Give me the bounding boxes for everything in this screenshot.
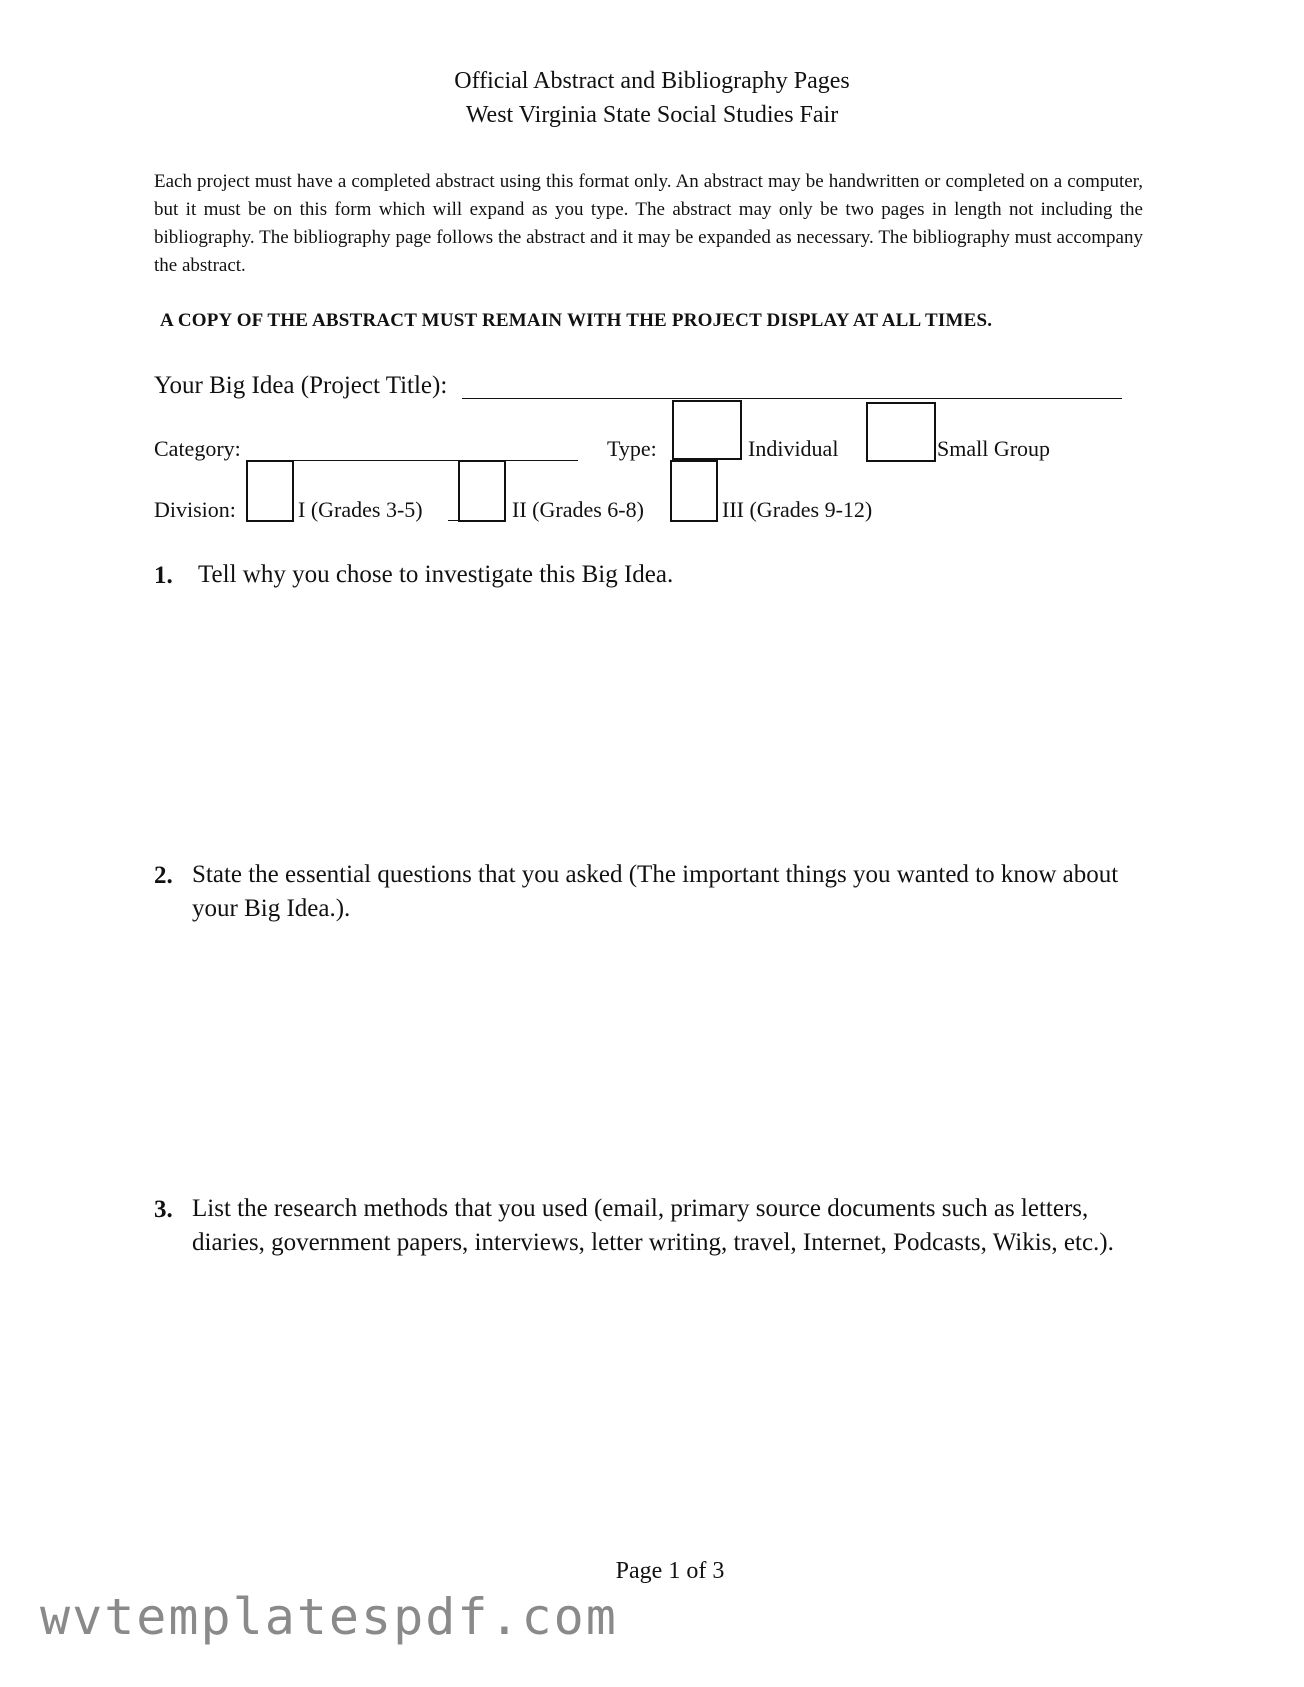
- question-3-number: 3.: [154, 1196, 173, 1223]
- page-number: Page 1 of 3: [615, 1558, 725, 1584]
- instructions-paragraph: Each project must have a completed abstract using this format only. An abstract may be handwritten or completed on a computer, but it must be on this form which will expand as you type. The abstract may only be two pages in length not including the bibliography. The bibliography page follows the abstract and it may be expanded as necessary. The bibliography must accompany the abstract.: [154, 171, 1143, 276]
- type-label: Type:: [607, 436, 657, 461]
- type-individual-checkbox[interactable]: [672, 400, 742, 460]
- project-title-field[interactable]: [462, 398, 1122, 399]
- fair-name: West Virginia State Social Studies Fair: [465, 102, 839, 128]
- category-label: Category:: [154, 436, 241, 461]
- division-3-checkbox[interactable]: [670, 460, 718, 522]
- form-title: Official Abstract and Bibliography Pages: [454, 68, 850, 94]
- division-3-label: III (Grades 9-12): [722, 497, 873, 522]
- division-2-label: II (Grades 6-8): [512, 497, 644, 522]
- question-2-text: State the essential questions that you asked (The important things you wanted to know about your Big Idea.).: [192, 861, 1119, 922]
- site-watermark: wvtemplatespdf.com: [40, 1588, 618, 1646]
- category-field[interactable]: [246, 460, 578, 461]
- question-1-number: 1.: [154, 562, 173, 589]
- type-small-group-checkbox[interactable]: [866, 402, 936, 462]
- division-1-label: I (Grades 3-5): [298, 497, 423, 522]
- division-label: Division:: [154, 497, 236, 522]
- type-small-group-label: Small Group: [937, 436, 1051, 461]
- question-1-text: Tell why you chose to investigate this Big Idea.: [198, 561, 674, 588]
- question-2-number: 2.: [154, 862, 173, 889]
- division-2-checkbox[interactable]: [458, 460, 506, 522]
- project-title-label: Your Big Idea (Project Title):: [154, 372, 448, 399]
- division-1-checkbox[interactable]: [246, 460, 294, 522]
- type-individual-label: Individual: [748, 436, 839, 461]
- abstract-notice: A COPY OF THE ABSTRACT MUST REMAIN WITH THE PROJECT DISPLAY AT ALL TIMES.: [160, 310, 993, 331]
- question-3-text: List the research methods that you used (email, primary source documents such as letters, diaries, government papers, interviews, letter writing, travel, Internet, Podcasts, Wikis, etc.).: [192, 1195, 1114, 1256]
